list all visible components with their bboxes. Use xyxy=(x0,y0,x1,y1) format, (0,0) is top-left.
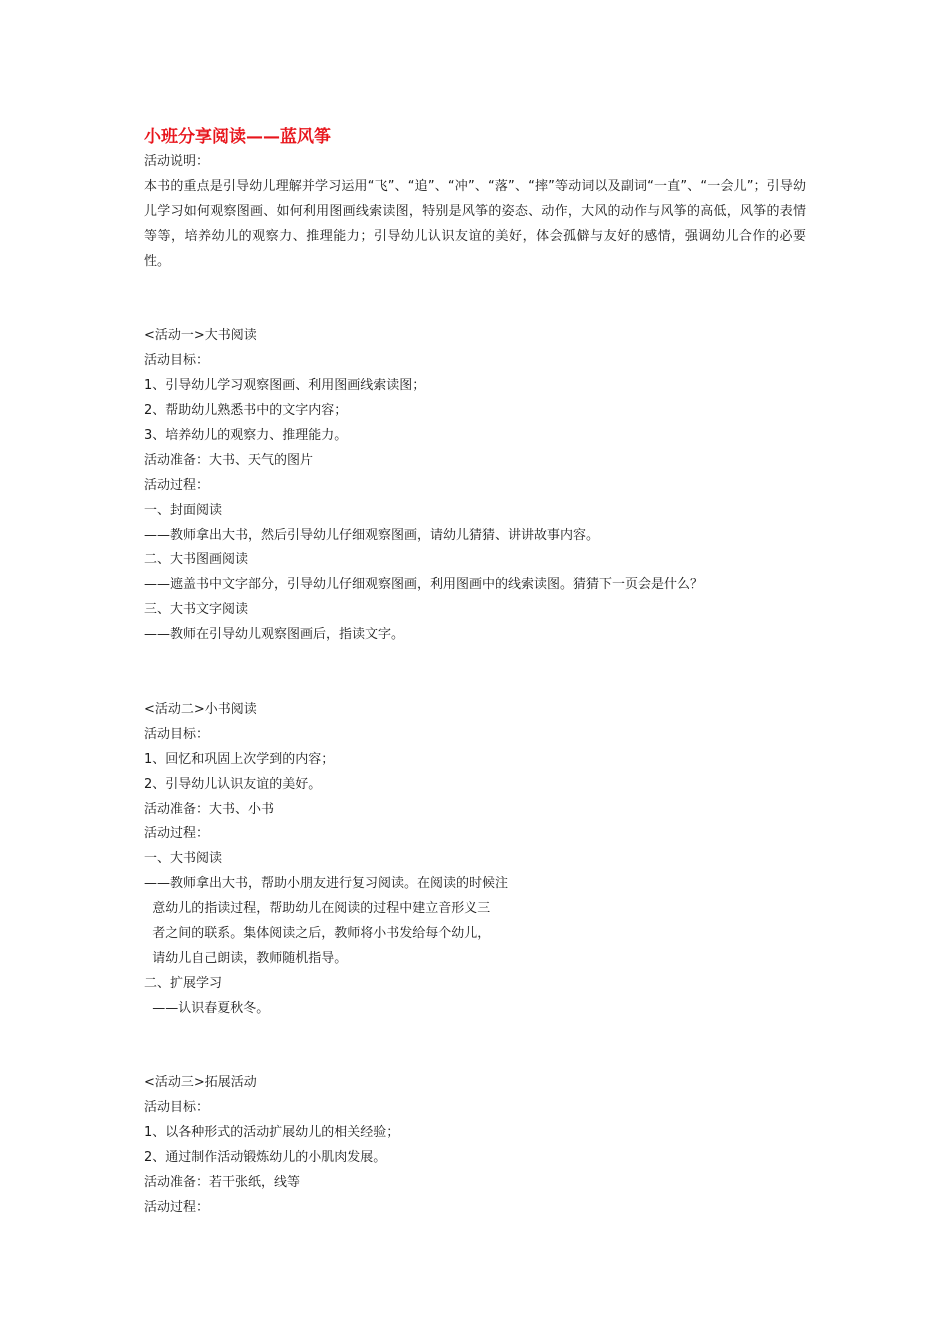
activity-2-step: ——教师拿出大书，帮助小朋友进行复习阅读。在阅读的时候注 xyxy=(144,876,509,892)
section-spacer xyxy=(144,648,814,698)
activity-1-goal: 1、引导幼儿学习观察图画、利用图画线索读图； xyxy=(144,378,426,394)
activity-3-process-label: 活动过程： xyxy=(144,1200,210,1216)
activity-1-step: ——教师在引导幼儿观察图画后，指读文字。 xyxy=(144,627,405,643)
activity-3-goal: 1、以各种形式的活动扩展幼儿的相关经验； xyxy=(144,1125,400,1141)
activity-2-step: 一、大书阅读 xyxy=(144,851,223,867)
activity-2-goal: 2、引导幼儿认识友谊的美好。 xyxy=(144,776,322,792)
activity-1-process-label: 活动过程： xyxy=(144,477,210,493)
activity-2-step: 者之间的联系。集体阅读之后，教师将小书发给每个幼儿， xyxy=(144,926,491,942)
activity-1-step: ——教师拿出大书，然后引导幼儿仔细观察图画，请幼儿猜猜、讲讲故事内容。 xyxy=(144,527,600,543)
activity-1-goal-label: 活动目标： xyxy=(144,353,210,369)
activity-3-prep: 活动准备：若干张纸，线等 xyxy=(144,1175,301,1191)
document-title: 小班分享阅读——蓝风筝 xyxy=(144,127,331,147)
document-page xyxy=(144,124,814,1221)
section-spacer xyxy=(144,1022,814,1072)
activity-1-step: ——遮盖书中文字部分，引导幼儿仔细观察图画，利用图画中的线索读图。猜猜下一页会是什么？ xyxy=(144,577,704,593)
activity-1-section xyxy=(144,324,814,648)
activity-1-goal: 2、帮助幼儿熟悉书中的文字内容； xyxy=(144,403,348,419)
activity-1-goal: 3、培养幼儿的观察力、推理能力。 xyxy=(144,427,348,443)
activity-2-step: 二、扩展学习 xyxy=(144,975,223,991)
activity-1-heading: <活动一>大书阅读 xyxy=(144,328,257,344)
activity-1-step: 二、大书图画阅读 xyxy=(144,552,249,568)
activity-1-step: 三、大书文字阅读 xyxy=(144,602,249,618)
intro-label: 活动说明： xyxy=(144,154,210,169)
section-spacer xyxy=(144,275,814,325)
activity-2-step: 请幼儿自己朗读，教师随机指导。 xyxy=(144,950,348,966)
activity-2-step: 意幼儿的指读过程，帮助幼儿在阅读的过程中建立音形义三 xyxy=(144,901,491,917)
intro-paragraph: 本书的重点是引导幼儿理解并学习运用“飞”、“追”、“冲”、“落”、“摔”等动词以及副词“一直”、“一会儿”；引导幼儿学习如何观察图画、如何利用图画线索读图，特别是风筝的姿态、动作，大风的动作与风筝的高低，风筝的表情等等，培养幼儿的观察力、推理能力；引导幼儿认识友谊的美好，体会孤僻与友好的感情，强调幼儿合作的必要性。 xyxy=(144,178,806,269)
activity-2-heading: <活动二>小书阅读 xyxy=(144,701,257,717)
activity-1-step: 一、封面阅读 xyxy=(144,502,223,518)
activity-2-prep: 活动准备：大书、小书 xyxy=(144,801,275,817)
activity-3-goal: 2、通过制作活动锻炼幼儿的小肌肉发展。 xyxy=(144,1150,387,1166)
activity-3-heading: <活动三>拓展活动 xyxy=(144,1075,257,1091)
activity-3-section xyxy=(144,1071,814,1220)
activity-2-step: ——认识春夏秋冬。 xyxy=(144,1000,270,1016)
activity-2-process-label: 活动过程： xyxy=(144,826,210,842)
activity-3-goal-label: 活动目标： xyxy=(144,1100,210,1116)
activity-2-section xyxy=(144,698,814,1022)
activity-2-goal: 1、回忆和巩固上次学到的内容； xyxy=(144,751,335,767)
activity-1-prep: 活动准备：大书、天气的图片 xyxy=(144,452,314,468)
activity-2-goal-label: 活动目标： xyxy=(144,726,210,742)
